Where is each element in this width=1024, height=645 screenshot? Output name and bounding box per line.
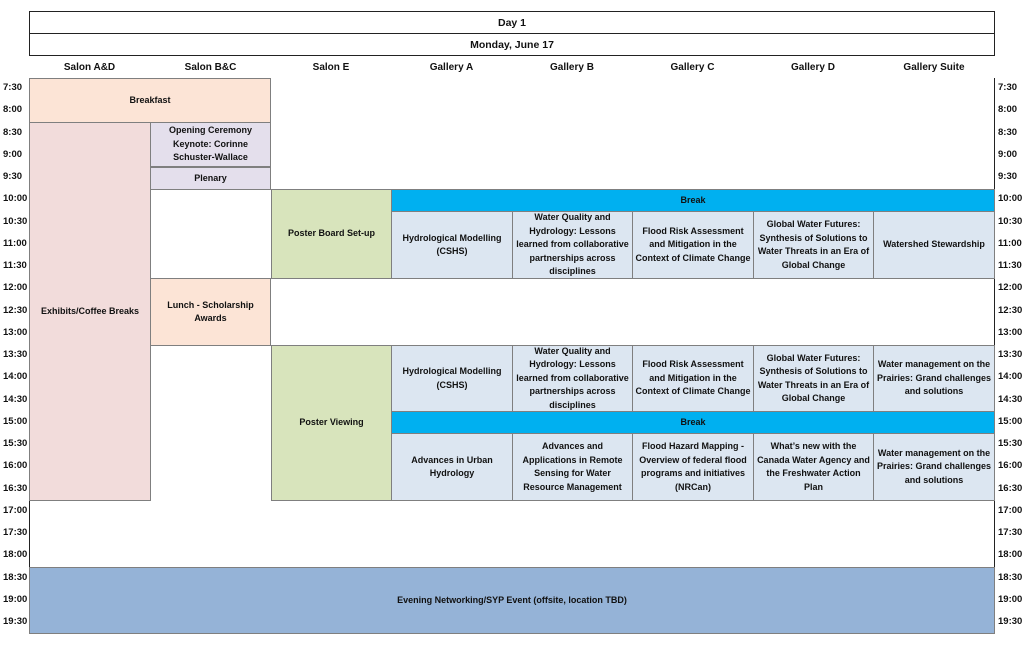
time-label: 19:00 (3, 594, 28, 605)
room-gallery-d: Gallery D (791, 61, 835, 73)
session-am-gallery-c[interactable]: Flood Risk Assessment and Mitigation in the Context of Climate Change (632, 211, 754, 279)
time-label: 17:30 (3, 527, 28, 538)
time-label: 15:30 (998, 438, 1023, 449)
time-label: 15:30 (3, 438, 28, 449)
time-label: 15:00 (998, 416, 1023, 427)
room-salon-ad: Salon A&D (63, 61, 116, 73)
time-label: 14:30 (998, 394, 1023, 405)
session-pm1-gallery-c[interactable]: Flood Risk Assessment and Mitigation in the Context of Climate Change (632, 345, 754, 412)
time-label: 11:00 (998, 238, 1022, 249)
session-breakfast[interactable]: Breakfast (29, 78, 271, 123)
time-label: 13:30 (998, 349, 1023, 360)
room-salon-e: Salon E (312, 61, 350, 73)
time-label: 15:00 (3, 416, 28, 427)
time-label: 12:30 (998, 305, 1023, 316)
time-label: 13:00 (998, 327, 1023, 338)
session-pm2-gallery-b[interactable]: Advances and Applications in Remote Sensing for Water Resource Management (512, 433, 633, 501)
time-label: 12:00 (998, 282, 1023, 293)
time-label: 8:00 (998, 104, 1018, 115)
time-label: 14:30 (3, 394, 28, 405)
time-label: 11:00 (3, 238, 27, 249)
session-am-gallery-suite[interactable]: Watershed Stewardship (873, 211, 995, 279)
time-label: 13:00 (3, 327, 28, 338)
room-gallery-b: Gallery B (550, 61, 594, 73)
time-label: 16:00 (998, 460, 1023, 471)
time-label: 9:00 (3, 149, 23, 160)
time-label: 11:30 (3, 260, 27, 271)
time-label: 16:30 (3, 483, 28, 494)
time-label: 18:00 (998, 549, 1023, 560)
time-label: 10:30 (998, 216, 1023, 227)
session-exhibits[interactable]: Exhibits/Coffee Breaks (29, 122, 151, 501)
time-label: 10:30 (3, 216, 28, 227)
day-title: Day 1 (29, 11, 995, 34)
time-label: 16:00 (3, 460, 28, 471)
room-gallery-suite: Gallery Suite (903, 61, 965, 73)
session-pm2-gallery-suite[interactable]: Water management on the Prairies: Grand challenges and solutions (873, 433, 995, 501)
session-pm2-gallery-c[interactable]: Flood Hazard Mapping - Overview of federal flood programs and initiatives (NRCan) (632, 433, 754, 501)
time-label: 10:00 (3, 193, 28, 204)
time-label: 16:30 (998, 483, 1023, 494)
time-label: 18:00 (3, 549, 28, 560)
session-am-gallery-d[interactable]: Global Water Futures: Synthesis of Solutions to Water Threats in an Era of Global Change (753, 211, 874, 279)
session-pm2-gallery-a[interactable]: Advances in Urban Hydrology (391, 433, 513, 501)
session-am-gallery-b[interactable]: Water Quality and Hydrology: Lessons learned from collaborative partnerships across disciplines (512, 211, 633, 279)
session-pm1-gallery-a[interactable]: Hydrological Modelling (CSHS) (391, 345, 513, 412)
session-pm2-gallery-d[interactable]: What’s new with the Canada Water Agency and the Freshwater Action Plan (753, 433, 874, 501)
time-label: 12:00 (3, 282, 28, 293)
time-label: 8:30 (998, 127, 1018, 138)
time-label: 19:00 (998, 594, 1023, 605)
break-morning: Break (391, 189, 995, 212)
session-pm1-gallery-b[interactable]: Water Quality and Hydrology: Lessons learned from collaborative partnerships across disciplines (512, 345, 633, 412)
time-label: 7:30 (998, 82, 1018, 93)
session-am-gallery-a[interactable]: Hydrological Modelling (CSHS) (391, 211, 513, 279)
session-lunch[interactable]: Lunch - Scholarship Awards (150, 278, 271, 346)
time-label: 8:00 (3, 104, 23, 115)
time-label: 10:00 (998, 193, 1023, 204)
session-pm1-gallery-d[interactable]: Global Water Futures: Synthesis of Solutions to Water Threats in an Era of Global Change (753, 345, 874, 412)
time-label: 18:30 (998, 572, 1023, 583)
time-label: 12:30 (3, 305, 28, 316)
session-poster-viewing[interactable]: Poster Viewing (271, 345, 392, 501)
time-label: 11:30 (998, 260, 1022, 271)
time-label: 13:30 (3, 349, 28, 360)
time-label: 19:30 (998, 616, 1023, 627)
time-label: 17:00 (998, 505, 1023, 516)
time-label: 9:30 (998, 171, 1018, 182)
time-label: 14:00 (3, 371, 28, 382)
time-label: 7:30 (3, 82, 23, 93)
time-label: 9:00 (998, 149, 1018, 160)
date-title: Monday, June 17 (29, 33, 995, 56)
break-afternoon: Break (391, 411, 995, 434)
room-gallery-c: Gallery C (670, 61, 715, 73)
session-evening-networking[interactable]: Evening Networking/SYP Event (offsite, location TBD) (29, 567, 995, 634)
time-label: 18:30 (3, 572, 28, 583)
room-gallery-a: Gallery A (429, 61, 474, 73)
session-opening-keynote[interactable]: Opening Ceremony Keynote: Corinne Schuster-Wallace (150, 122, 271, 167)
session-poster-setup[interactable]: Poster Board Set-up (271, 189, 392, 279)
time-label: 14:00 (998, 371, 1023, 382)
time-label: 17:30 (998, 527, 1023, 538)
session-pm1-gallery-suite[interactable]: Water management on the Prairies: Grand challenges and solutions (873, 345, 995, 412)
session-plenary[interactable]: Plenary (150, 167, 271, 190)
time-label: 9:30 (3, 171, 23, 182)
time-label: 8:30 (3, 127, 23, 138)
time-label: 19:30 (3, 616, 28, 627)
room-salon-bc: Salon B&C (184, 61, 237, 73)
time-label: 17:00 (3, 505, 28, 516)
